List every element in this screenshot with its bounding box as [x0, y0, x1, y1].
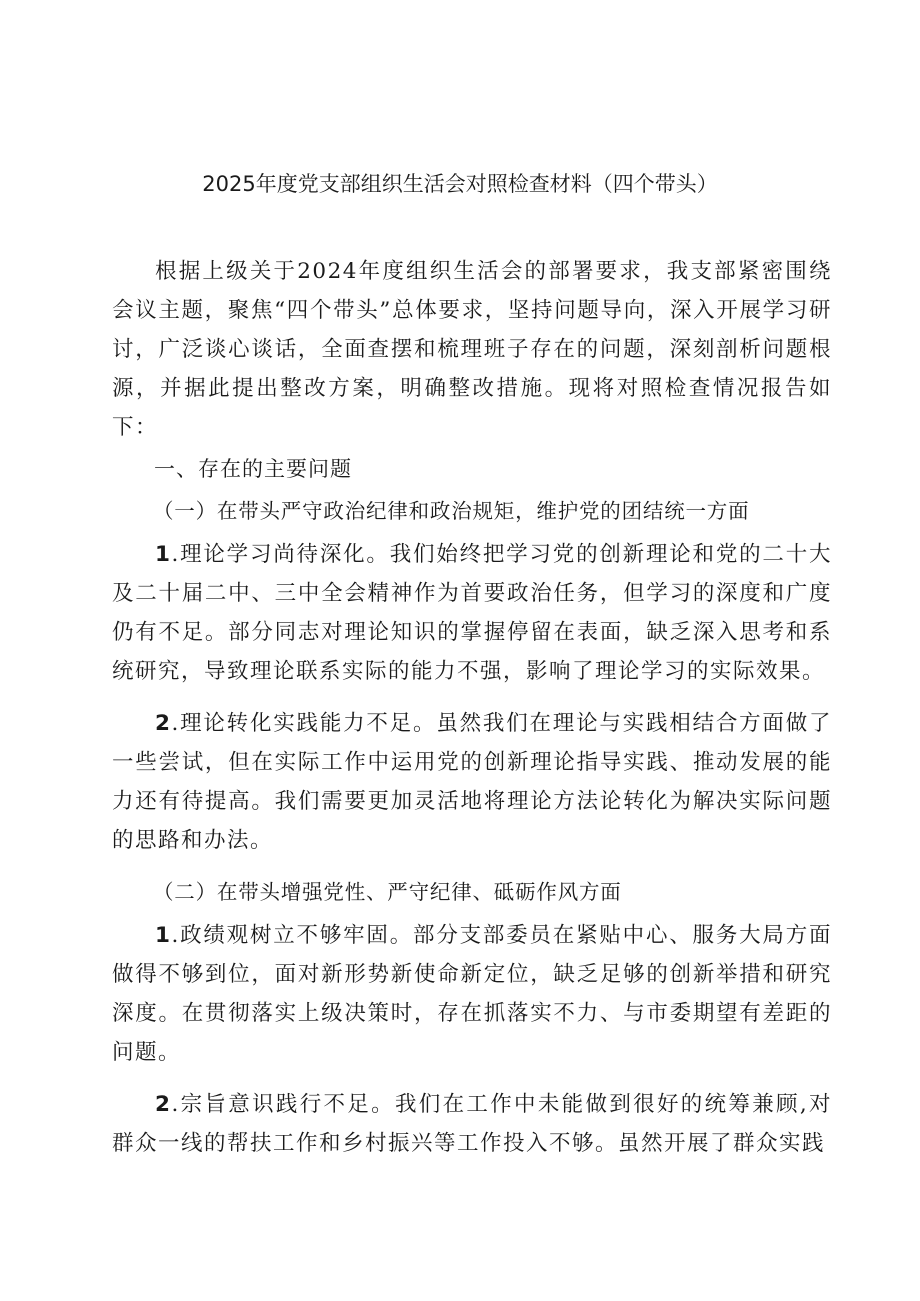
item-number: 1 — [155, 923, 172, 948]
list-item — [112, 535, 832, 691]
item-text: .政绩观树立不够牢固。部分支部委员在紧贴中心、服务大局方面做得不够到位，面对新形势新使命新定位，缺乏足够的创新举措和研究深度。在贯彻落实上级决策时，存在抓落实不力、与市委期望有差距的问题。 — [112, 923, 832, 1065]
section-heading-problems: 一、存在的主要问题 — [154, 457, 352, 481]
document-title: 2025年度党支部组织生活会对照检查材料（四个带头） — [202, 172, 718, 196]
list-item — [112, 704, 832, 860]
subsection-heading-party-spirit: （二）在带头增强党性、严守纪律、砥砺作风方面 — [153, 880, 622, 904]
item-number: 2 — [155, 711, 172, 736]
item-number: 2 — [155, 1092, 172, 1117]
intro-paragraph: 根据上级关于2024年度组织生活会的部署要求，我支部紧密围绕会议主题，聚焦“四个带头”总体要求，坚持问题导向，深入开展学习研讨，广泛谈心谈话，全面查摆和梳理班子存在的问题，深刻剖析问题根源，并据此提出整改方案，明确整改措施。现将对照检查情况报告如下： — [112, 259, 832, 440]
item-text: .理论学习尚待深化。我们始终把学习党的创新理论和党的二十大及二十届二中、三中全会精神作为首要政治任务，但学习的深度和广度仍有不足。部分同志对理论知识的掌握停留在表面，缺乏深入思考和系统研究，导致理论联系实际的能力不强，影响了理论学习的实际效果。 — [112, 542, 832, 684]
item-text: .宗旨意识践行不足。我们在工作中未能做到很好的统筹兼顾,对群众一线的帮扶工作和乡村振兴等工作投入不够。虽然开展了群众实践 — [112, 1092, 832, 1156]
item-number: 1 — [155, 542, 172, 567]
subsection-heading-political-discipline: （一）在带头严守政治纪律和政治规矩，维护党的团结统一方面 — [153, 499, 750, 523]
document-body — [112, 252, 832, 1176]
list-item — [112, 916, 832, 1072]
list-item — [112, 1085, 832, 1163]
item-text: .理论转化实践能力不足。虽然我们在理论与实践相结合方面做了一些尝试，但在实际工作中运用党的创新理论指导实践、推动发展的能力还有待提高。我们需要更加灵活地将理论方法论转化为解决实际问题的思路和办法。 — [112, 711, 832, 853]
